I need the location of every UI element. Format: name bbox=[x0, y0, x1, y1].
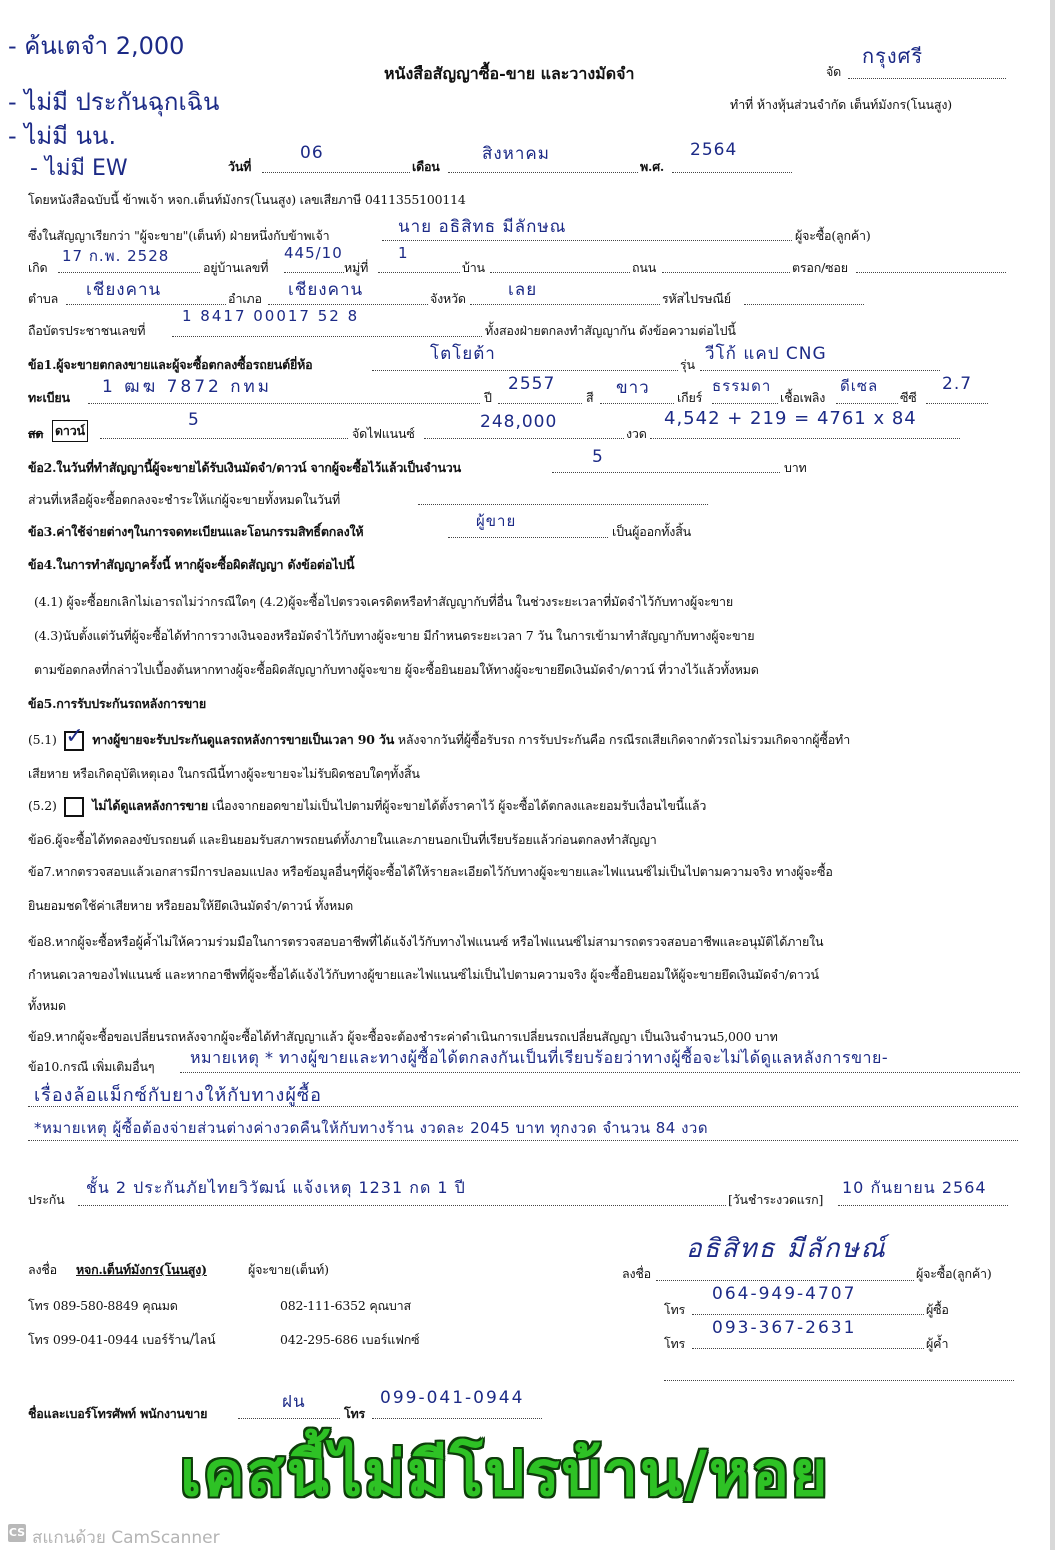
first-payment-date: 10 กันยายน 2564 bbox=[842, 1178, 987, 1197]
clause4-heading: ข้อ4.ในการทำสัญญาครั้งนี้ หากผู้จะซื้อผิดสัญญา ดังข้อต่อไปนี้ bbox=[28, 557, 355, 572]
cc-label: ซีซี bbox=[900, 390, 917, 405]
opt2-checkbox[interactable] bbox=[64, 797, 84, 817]
seller-sign-label: ลงชื่อ bbox=[28, 1262, 57, 1277]
clause5-heading: ข้อ5.การรับประกันรถหลังการขาย bbox=[28, 696, 207, 711]
id-label: ถือบัตรประชาชนเลขที่ bbox=[28, 323, 146, 338]
car-cc: 2.7 bbox=[942, 374, 973, 394]
case-banner: เคสนี้ไม่มีโปรบ้าน/หอย bbox=[180, 1437, 830, 1510]
house-label: อยู่บ้านเลขที่ bbox=[203, 260, 269, 275]
clause5-option1 bbox=[28, 723, 851, 751]
car-brand: โตโยต้า bbox=[430, 344, 496, 364]
guarantor-tel: 093-367-2631 bbox=[712, 1318, 857, 1338]
opt1-num: (5.1) bbox=[28, 732, 57, 747]
province-value: เลย bbox=[508, 280, 538, 300]
amphoe-label: อำเภอ bbox=[228, 291, 262, 306]
side-note-4: - ไม่มี EW bbox=[30, 156, 128, 181]
car-fuel: ดีเซล bbox=[840, 377, 879, 395]
first-payment-label: [วันชำระงวดแรก] bbox=[728, 1192, 824, 1207]
clause4-p2: (4.3)นับตั้งแต่วันที่ผู้จะซื้อได้ทำการวางเงินจองหรือมัดจำไว้กับทางผู้จะขาย มีกำหนดระยะเวลา 7 วัน ในการเข้ามาทำสัญญากับทางผู้จะขาย bbox=[34, 628, 755, 643]
cash-label-struck: สด bbox=[28, 426, 44, 441]
fuel-label: เชื้อเพลิง bbox=[780, 390, 826, 405]
id-value: 1 8417 00017 52 8 bbox=[182, 307, 360, 325]
finance-label: จัด bbox=[826, 64, 842, 79]
insurance-value: ชั้น 2 ประกันภัยไทยวิวัฒน์ แจ้งเหตุ 1231 กด 1 ปี bbox=[86, 1178, 466, 1197]
car-color: ขาว bbox=[616, 378, 650, 398]
car-gear: ธรรมดา bbox=[712, 377, 772, 395]
tambon-label: ตำบล bbox=[28, 291, 59, 306]
clause2-line2: ส่วนที่เหลือผู้จะซื้อตกลงจะชำระให้แก่ผู้จะขายทั้งหมดในวันที่ bbox=[28, 492, 341, 507]
car-model: วีโก้ แคป CNG bbox=[705, 344, 827, 364]
moo-value: 1 bbox=[398, 244, 409, 262]
opt1-bold: ทางผู้ขายจะรับประกันดูแลรถหลังการขายเป็นเวลา 90 วัน bbox=[92, 732, 395, 747]
buyer-signature: อธิสิทธ มีลักษณ์ bbox=[686, 1234, 887, 1264]
clause10-label: ข้อ10.กรณี เพิ่มเติมอื่นๆ bbox=[28, 1059, 155, 1074]
opt1-checkbox[interactable] bbox=[64, 723, 84, 751]
amphoe-value: เชียงคาน bbox=[288, 280, 364, 300]
moo-label: หมู่ที่ bbox=[344, 260, 369, 275]
sales-label: ชื่อและเบอร์โทรศัพท์ พนักงานขาย bbox=[28, 1406, 208, 1421]
gear-label: เกียร์ bbox=[677, 390, 703, 405]
side-note-3: - ไม่มี นน. bbox=[8, 122, 117, 150]
clause3-payer: ผู้ขาย bbox=[476, 512, 517, 530]
side-note-2: - ไม่มี ประกันฉุกเฉิน bbox=[8, 88, 220, 116]
finance-amount: 248,000 bbox=[480, 412, 558, 432]
made-at: ทำที่ ห้างหุ้นส่วนจำกัด เต็นท์มังกร(โนนสูง) bbox=[730, 97, 952, 112]
check-icon: ✓ bbox=[65, 723, 84, 749]
sales-tel-label: โทร bbox=[344, 1406, 366, 1421]
month-label: เดือน bbox=[412, 159, 440, 174]
guarantor-tel-role: ผู้ค้ำ bbox=[926, 1336, 949, 1351]
camscanner-logo-icon: CS bbox=[8, 1524, 26, 1542]
scan-edge bbox=[1050, 0, 1055, 1550]
down-label: ดาวน์ bbox=[52, 420, 88, 442]
year-label: พ.ศ. bbox=[640, 159, 665, 174]
car-registration: 1 ฒฆ 7872 กทม bbox=[102, 377, 272, 397]
scanner-footer bbox=[0, 1520, 1055, 1550]
clause10-note3: *หมายเหตุ ผู้ซื้อต้องจ่ายส่วนต่างค่างวดคืนให้กับทางร้าน งวดละ 2045 บาท ทุกงวด จำนวน 84 งวด bbox=[34, 1119, 709, 1137]
guarantor-tel-label: โทร bbox=[664, 1336, 686, 1351]
road-label: ถนน bbox=[632, 260, 657, 275]
clause5-opt1-line2: เสียหาย หรือเกิดอุบัติเหตุเอง ในกรณีนี้ทางผู้จะขายจะไม่รับผิดชอบใดๆทั้งสิ้น bbox=[28, 766, 420, 781]
clause6-text: ข้อ6.ผู้จะซื้อได้ทดลองขับรถยนต์ และยินยอมรับสภาพรถยนต์ทั้งภายในและภายนอกเป็นที่เรียบร้อยแล้วก่อนตกลงทำสัญญา bbox=[28, 832, 657, 847]
clause8-line1: ข้อ8.หากผู้จะซื้อหรือผู้ค้ำไม่ให้ความร่วมมือในการตรวจสอบอาชีพที่ได้แจ้งไว้กับทางไฟแนนซ์ หรือไฟแนนซ์ไม่สามารถตรวจสอบอาชีพและอนุมัติได้ภายใน bbox=[28, 934, 824, 949]
clause10-note1: หมายเหตุ * ทางผู้ขายและทางผู้ซื้อได้ตกลงกันเป็นที่เรียบร้อยว่าทางผู้ซื้อจะไม่ได้ดูแลหลังการขาย- bbox=[190, 1048, 889, 1067]
car-year-label: ปี bbox=[484, 390, 492, 405]
village-label: บ้าน bbox=[462, 260, 485, 275]
clause5-option2 bbox=[28, 796, 706, 817]
intro-text: โดยหนังสือฉบับนี้ ข้าพเจ้า หจก.เต็นท์มังกร(โนนสูง) เลขเสียภาษี 0411355100114 bbox=[28, 192, 466, 207]
clause7-line1: ข้อ7.หากตรวจสอบแล้วเอกสารมีการปลอมแปลง หรือข้อมูลอื่นๆที่ผู้จะซื้อได้ให้รายละเอียดไว้กับทางผู้จะขายและไฟแนนซ์ไม่เป็นไปตามความจริง ทางผู้จะซื้อ bbox=[28, 864, 833, 879]
buyer-name: นาย อธิสิทธ มีลักษณ bbox=[398, 217, 567, 237]
tambon-value: เชียงคาน bbox=[86, 280, 162, 300]
deposit-amount: 5 bbox=[592, 447, 604, 467]
opt2-bold: ไม่ได้ดูแลหลังการขาย bbox=[92, 798, 208, 813]
month-value: สิงหาคม bbox=[482, 144, 551, 164]
buyer-sign-label: ลงชื่อ bbox=[622, 1266, 651, 1281]
opt2-rest: เนื่องจากยอดขายไม่เป็นไปตามที่ผู้จะขายได้ตั้งราคาไว้ ผู้จะซื้อได้ตกลงและยอมรับเงื่อนไขนี้แล้ว bbox=[211, 798, 707, 813]
down-value: 5 bbox=[188, 410, 200, 430]
day-label: วันที่ bbox=[228, 159, 252, 174]
clause1-text: ข้อ1.ผู้จะขายตกลงขายและผู้จะซื้อตกลงซื้อรถยนต์ยี่ห้อ bbox=[28, 357, 313, 372]
insurance-label: ประกัน bbox=[28, 1192, 65, 1207]
reg-label: ทะเบียน bbox=[28, 390, 70, 405]
clause8-line2: กำหนดเวลาของไฟแนนซ์ และหากอาชีพที่ผู้จะซื้อได้แจ้งไว้กับทางผู้ขายและไฟแนนซ์ไม่เป็นไปตามความจริง ผู้จะซื้อยินยอมให้ผู้จะขายยึดเงินมัดจำ/ดาวน์ bbox=[28, 967, 819, 982]
clause2-line1: ข้อ2.ในวันที่ทำสัญญานี้ผู้จะขายได้รับเงินมัดจำ/ดาวน์ จากผู้จะซื้อไว้แล้วเป็นจำนวน bbox=[28, 460, 461, 475]
installment-value: 4,542 + 219 = 4761 x 84 bbox=[664, 408, 917, 429]
day-value: 06 bbox=[300, 143, 324, 163]
buyer-tel: 064-949-4707 bbox=[712, 1284, 857, 1304]
house-value: 445/10 bbox=[284, 244, 343, 262]
page-title: หนังสือสัญญาซื้อ-ขาย และวางมัดจำ bbox=[384, 64, 635, 83]
deposit-unit: บาท bbox=[784, 460, 807, 475]
opt2-num: (5.2) bbox=[28, 798, 57, 813]
sales-name: ฝน bbox=[282, 1392, 306, 1412]
clause4-p3: ตามข้อตกลงที่กล่าวไปเบื้องต้นหากทางผู้จะซื้อผิดสัญญากับทางผู้จะขาย ผู้จะซื้อยินยอมให้ทางผู้จะขายยึดเงินมัดจำ/ดาวน์ ที่วางไว้แล้วทั้งหมด bbox=[34, 662, 759, 677]
contact-tel-4: 042-295-686 เบอร์แฟกซ์ bbox=[280, 1332, 420, 1347]
model-label: รุ่น bbox=[680, 357, 695, 372]
opt1-rest: หลังจากวันที่ผู้ซื้อรับรถ การรับประกันคือ กรณีรถเสียเกิดจากตัวรถไม่รวมเกิดจากผู้ซื้อทำ bbox=[397, 732, 851, 747]
buyer-tel-role: ผู้ซื้อ bbox=[926, 1302, 949, 1317]
clause9-text: ข้อ9.หากผู้จะซื้อขอเปลี่ยนรถหลังจากผู้จะซื้อได้ทำสัญญาแล้ว ผู้จะซื้อจะต้องชำระค่าดำเนินการเปลี่ยนรถเปลี่ยนสัญญา เป็นเงินจำนวน5,000 บาท bbox=[28, 1029, 778, 1044]
buyer-sign-role: ผู้จะซื้อ(ลูกค้า) bbox=[916, 1266, 992, 1281]
buyer-label: ผู้จะซื้อ(ลูกค้า) bbox=[795, 228, 871, 243]
finance-company: กรุงศรี bbox=[862, 44, 924, 68]
sales-tel: 099-041-0944 bbox=[380, 1388, 525, 1408]
contact-tel-1: โทร 089-580-8849 คุณมด bbox=[28, 1298, 178, 1313]
seller-sign-name: หจก.เต็นท์มังกร(โนนสูง) bbox=[76, 1262, 207, 1277]
contact-tel-3: โทร 099-041-0944 เบอร์ร้าน/ไลน์ bbox=[28, 1332, 216, 1347]
year-value: 2564 bbox=[690, 140, 738, 160]
clause4-p1: (4.1) ผู้จะซื้อยกเลิกไม่เอารถไม่ว่ากรณีใดๆ (4.2)ผู้จะซื้อไปตรวจเครดิตหรือทำสัญญากับที่อื่น ในช่วงระยะเวลาที่มัดจำไว้กับทางผู้จะขาย bbox=[34, 594, 733, 609]
clause3-suffix: เป็นผู้ออกทั้งสิ้น bbox=[612, 524, 691, 539]
clause10-note2: เรื่องล้อแม็กซ์กับยางให้กับทางผู้ซื้อ bbox=[34, 1085, 322, 1106]
buyer-tel-label: โทร bbox=[664, 1302, 686, 1317]
installment-label: งวด bbox=[626, 426, 647, 441]
car-year: 2557 bbox=[508, 374, 556, 394]
postal-label: รหัสไปรษณีย์ bbox=[662, 291, 731, 306]
clause8-line3: ทั้งหมด bbox=[28, 998, 66, 1013]
camscanner-watermark: สแกนด้วย CamScanner bbox=[32, 1528, 220, 1548]
born-value: 17 ก.พ. 2528 bbox=[62, 247, 170, 265]
clause7-line2: ยินยอมชดใช้ค่าเสียหาย หรือยอมให้ยึดเงินมัดจำ/ดาวน์ ทั้งหมด bbox=[28, 898, 354, 913]
contact-tel-2: 082-111-6352 คุณบาส bbox=[280, 1298, 411, 1313]
seller-text: ซึ่งในสัญญาเรียกว่า "ผู้จะขาย"(เต็นท์) ฝ่ายหนึ่งกับข้าพเจ้า bbox=[28, 228, 330, 243]
id-suffix: ทั้งสองฝ่ายตกลงทำสัญญากัน ดังข้อความต่อไปนี้ bbox=[485, 323, 736, 338]
car-color-label: สี bbox=[586, 390, 594, 405]
seller-sign-role: ผู้จะขาย(เต็นท์) bbox=[248, 1262, 329, 1277]
born-label: เกิด bbox=[28, 260, 48, 275]
province-label: จังหวัด bbox=[430, 291, 466, 306]
finance-amount-label: จัดไฟแนนซ์ bbox=[352, 426, 415, 441]
side-note-1: - ค้นเตจำ 2,000 bbox=[8, 32, 185, 60]
clause3-text: ข้อ3.ค่าใช้จ่ายต่างๆในการจดทะเบียนและโอนกรรมสิทธิ์ตกลงให้ bbox=[28, 524, 364, 539]
soi-label: ตรอก/ซอย bbox=[792, 260, 848, 275]
